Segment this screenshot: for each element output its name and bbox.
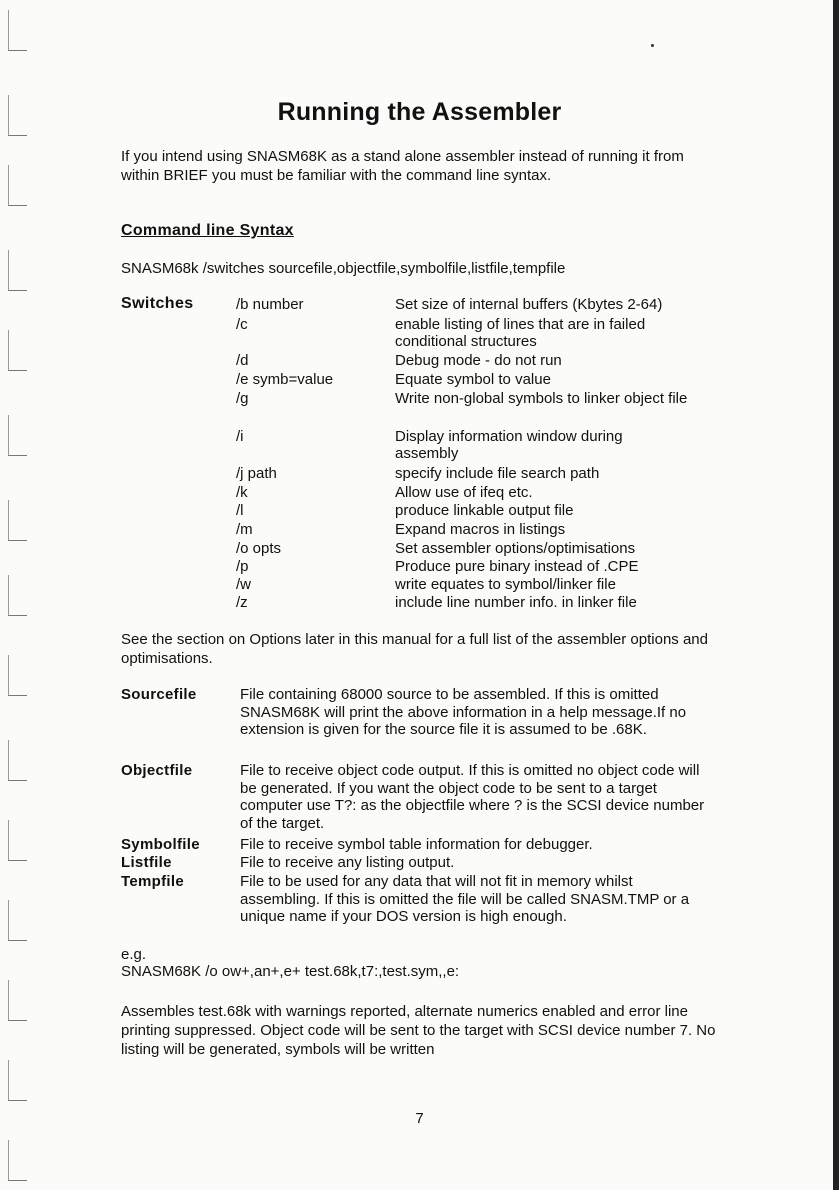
switch-desc: Debug mode - do not run bbox=[395, 352, 562, 369]
switch-key: /k bbox=[236, 484, 248, 501]
switch-row bbox=[0, 428, 839, 462]
file-label: Symbolfile bbox=[121, 836, 200, 853]
switches-label: Switches bbox=[121, 295, 194, 312]
switch-desc: write equates to symbol/linker file bbox=[395, 576, 616, 593]
switch-row bbox=[0, 558, 839, 576]
switch-key: /j path bbox=[236, 465, 277, 482]
example-label: e.g. bbox=[121, 946, 147, 963]
switch-key: /w bbox=[236, 576, 251, 593]
switch-key: /o opts bbox=[236, 540, 282, 557]
switch-row bbox=[0, 390, 839, 408]
switch-desc: Equate symbol to value bbox=[395, 371, 551, 388]
switch-row bbox=[0, 484, 839, 502]
switch-key: /g bbox=[236, 390, 249, 407]
switch-desc: include line number info. in linker file bbox=[395, 594, 637, 611]
binding-mark bbox=[8, 165, 27, 206]
switch-key: /l bbox=[236, 502, 244, 519]
options-note: See the section on Options later in this manual for a full list of the assembler options and optimisations. bbox=[121, 631, 708, 667]
switch-row bbox=[0, 465, 839, 483]
file-desc: File to receive any listing output. bbox=[240, 854, 455, 871]
switch-row bbox=[0, 594, 839, 612]
switch-row bbox=[0, 521, 839, 539]
switch-row bbox=[0, 540, 839, 558]
binding-mark bbox=[8, 820, 27, 861]
file-label: Listfile bbox=[121, 854, 172, 871]
file-desc: File to receive symbol table information for debugger. bbox=[240, 836, 593, 853]
binding-mark bbox=[8, 740, 27, 781]
binding-mark bbox=[8, 1140, 27, 1181]
switch-desc: Set assembler options/optimisations bbox=[395, 540, 636, 557]
switch-key: /m bbox=[236, 521, 253, 538]
switch-row bbox=[0, 502, 839, 520]
binding-mark bbox=[8, 10, 27, 51]
switch-key: /d bbox=[236, 352, 249, 369]
page-number: 7 bbox=[415, 1110, 424, 1127]
switch-desc: Expand macros in listings bbox=[395, 521, 566, 538]
example-command: SNASM68K /o ow+,an+,e+ test.68k,t7:,test.sym,,e: bbox=[121, 963, 460, 980]
switch-desc: produce linkable output file bbox=[395, 502, 574, 519]
binding-mark bbox=[8, 1060, 27, 1101]
file-label: Sourcefile bbox=[121, 686, 197, 703]
switch-key: /i bbox=[236, 428, 244, 445]
switch-desc: Write non-global symbols to linker object file bbox=[395, 390, 688, 407]
switch-key: /z bbox=[236, 594, 248, 611]
binding-mark bbox=[8, 900, 27, 941]
file-desc: File to receive object code output. If this is omitted no object code will be generated. If you want the object code to be sent to a target computer use T?: as the objectfile where ? is the SCSI device number of the target. bbox=[240, 762, 705, 832]
closing-paragraph: Assembles test.68k with warnings reported, alternate numerics enabled and error line printing suppressed. Object code will be sent to the target with SCSI device number 7. No listing will be generated, symbols will be written bbox=[121, 1003, 716, 1058]
switch-row bbox=[0, 316, 839, 350]
switch-desc: enable listing of lines that are in failed conditional structures bbox=[395, 316, 646, 350]
switch-row bbox=[0, 576, 839, 594]
page-title: Running the Assembler bbox=[277, 98, 562, 126]
switch-desc: Display information window during assembly bbox=[395, 428, 623, 462]
binding-mark bbox=[8, 655, 27, 696]
section-heading: Command line Syntax bbox=[121, 222, 294, 239]
switch-desc: Set size of internal buffers (Kbytes 2-64) bbox=[395, 296, 663, 313]
file-desc: File to be used for any data that will not fit in memory whilst assembling. If this is omitted the file will be called SNASM.TMP or a unique name if your DOS version is high enough. bbox=[240, 873, 690, 925]
scan-speck bbox=[651, 44, 654, 47]
file-label: Objectfile bbox=[121, 762, 193, 779]
file-label: Tempfile bbox=[121, 873, 184, 890]
switch-key: /e symb=value bbox=[236, 371, 334, 388]
switch-key: /p bbox=[236, 558, 249, 575]
switch-desc: Allow use of ifeq etc. bbox=[395, 484, 533, 501]
switch-row bbox=[0, 296, 839, 314]
switch-desc: Produce pure binary instead of .CPE bbox=[395, 558, 639, 575]
switch-key: /c bbox=[236, 316, 248, 333]
binding-mark bbox=[8, 980, 27, 1021]
switch-desc: specify include file search path bbox=[395, 465, 600, 482]
switch-key: /b number bbox=[236, 296, 304, 313]
intro-paragraph: If you intend using SNASM68K as a stand alone assembler instead of running it from within BRIEF you must be familiar with the command line syntax. bbox=[121, 148, 684, 184]
switch-row bbox=[0, 352, 839, 370]
switch-row bbox=[0, 371, 839, 389]
syntax-line: SNASM68k /switches sourcefile,objectfile,symbolfile,listfile,tempfile bbox=[121, 260, 566, 277]
file-desc: File containing 68000 source to be assembled. If this is omitted SNASM68K will print the above information in a help message.If no extension is given for the source file it is assumed to be .68K. bbox=[240, 686, 687, 738]
binding-mark bbox=[8, 250, 27, 291]
